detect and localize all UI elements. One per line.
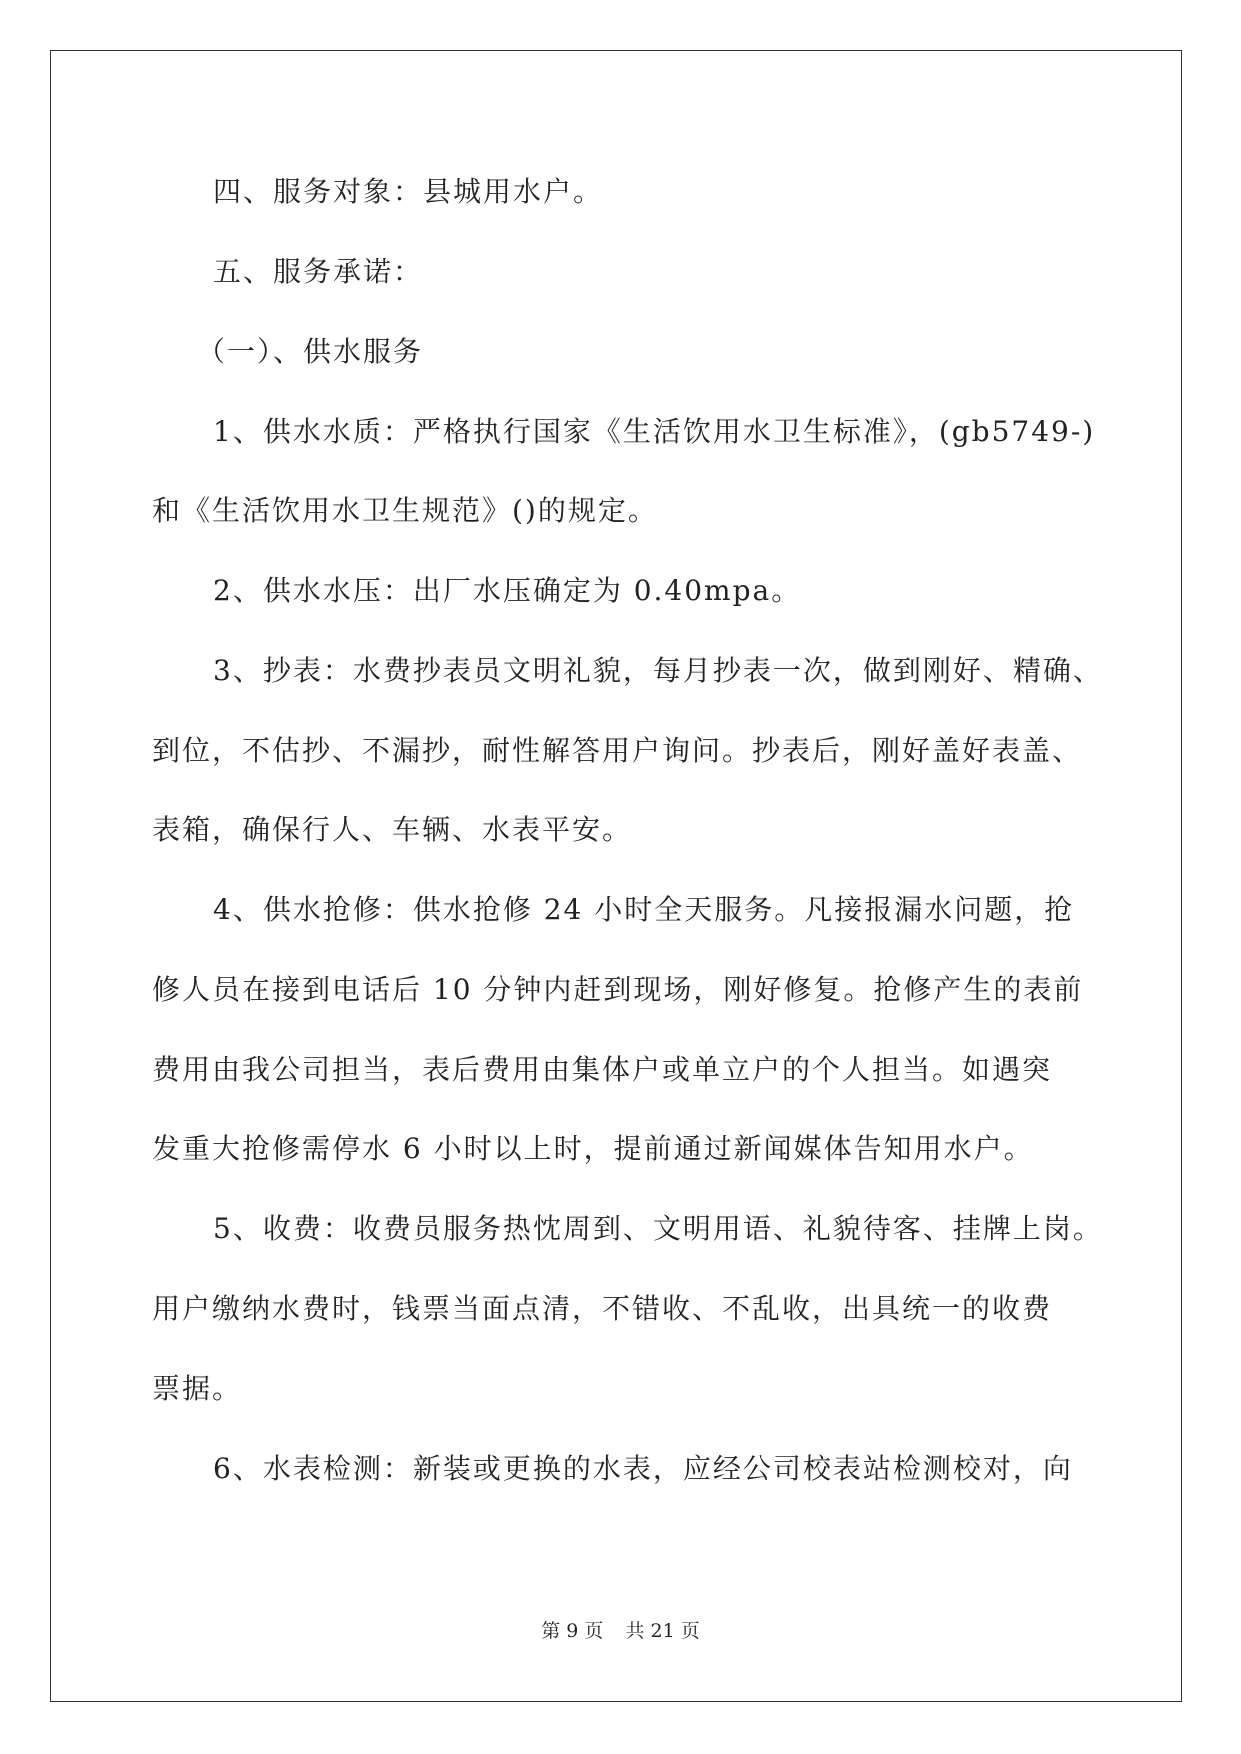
paragraph-line: 发重大抢修需停水 6 小时以上时，提前通过新闻媒体告知用水户。 <box>152 1132 1034 1165</box>
paragraph-line: 表箱，确保行人、车辆、水表平安。 <box>152 813 633 846</box>
paragraph-line: 2、供水水压：出厂水压确定为 0.40mpa。 <box>213 574 802 607</box>
paragraph-line: 票据。 <box>152 1372 243 1405</box>
paragraph-line: 费用由我公司担当，表后费用由集体户或单立户的个人担当。如遇突 <box>152 1053 1053 1086</box>
paragraph-line: 五、服务承诺： <box>213 255 424 288</box>
paragraph-line: 用户缴纳水费时，钱票当面点清，不错收、不乱收，出具统一的收费 <box>152 1292 1053 1325</box>
page-number-total: 共 21 页 <box>625 1620 700 1642</box>
paragraph-line: 3、抄表：水费抄表员文明礼貌，每月抄表一次，做到刚好、精确、 <box>213 654 1103 687</box>
paragraph-line: 四、服务对象：县城用水户。 <box>213 175 604 208</box>
paragraph-line: 和《生活饮用水卫生规范》()的规定。 <box>152 494 658 527</box>
paragraph-line: 到位，不估抄、不漏抄，耐性解答用户询问。抄表后，刚好盖好表盖、 <box>152 734 1083 767</box>
page-footer <box>0 1618 1241 1644</box>
page-number-current: 第 9 页 <box>541 1620 604 1642</box>
paragraph-line: 4、供水抢修：供水抢修 24 小时全天服务。凡接报漏水问题，抢 <box>213 893 1075 926</box>
paragraph-line: 6、水表检测：新装或更换的水表，应经公司校表站检测校对，向 <box>213 1452 1073 1485</box>
paragraph-line: 修人员在接到电话后 10 分钟内赶到现场，刚好修复。抢修产生的表前 <box>152 973 1084 1006</box>
paragraph-line: 5、收费：收费员服务热忱周到、文明用语、礼貌待客、挂牌上岗。 <box>213 1212 1103 1245</box>
section-heading: （一）、供水服务 <box>197 335 424 368</box>
paragraph-line: 1、供水水质：严格执行国家《生活饮用水卫生标准》，(gb5749-) <box>213 415 1096 448</box>
